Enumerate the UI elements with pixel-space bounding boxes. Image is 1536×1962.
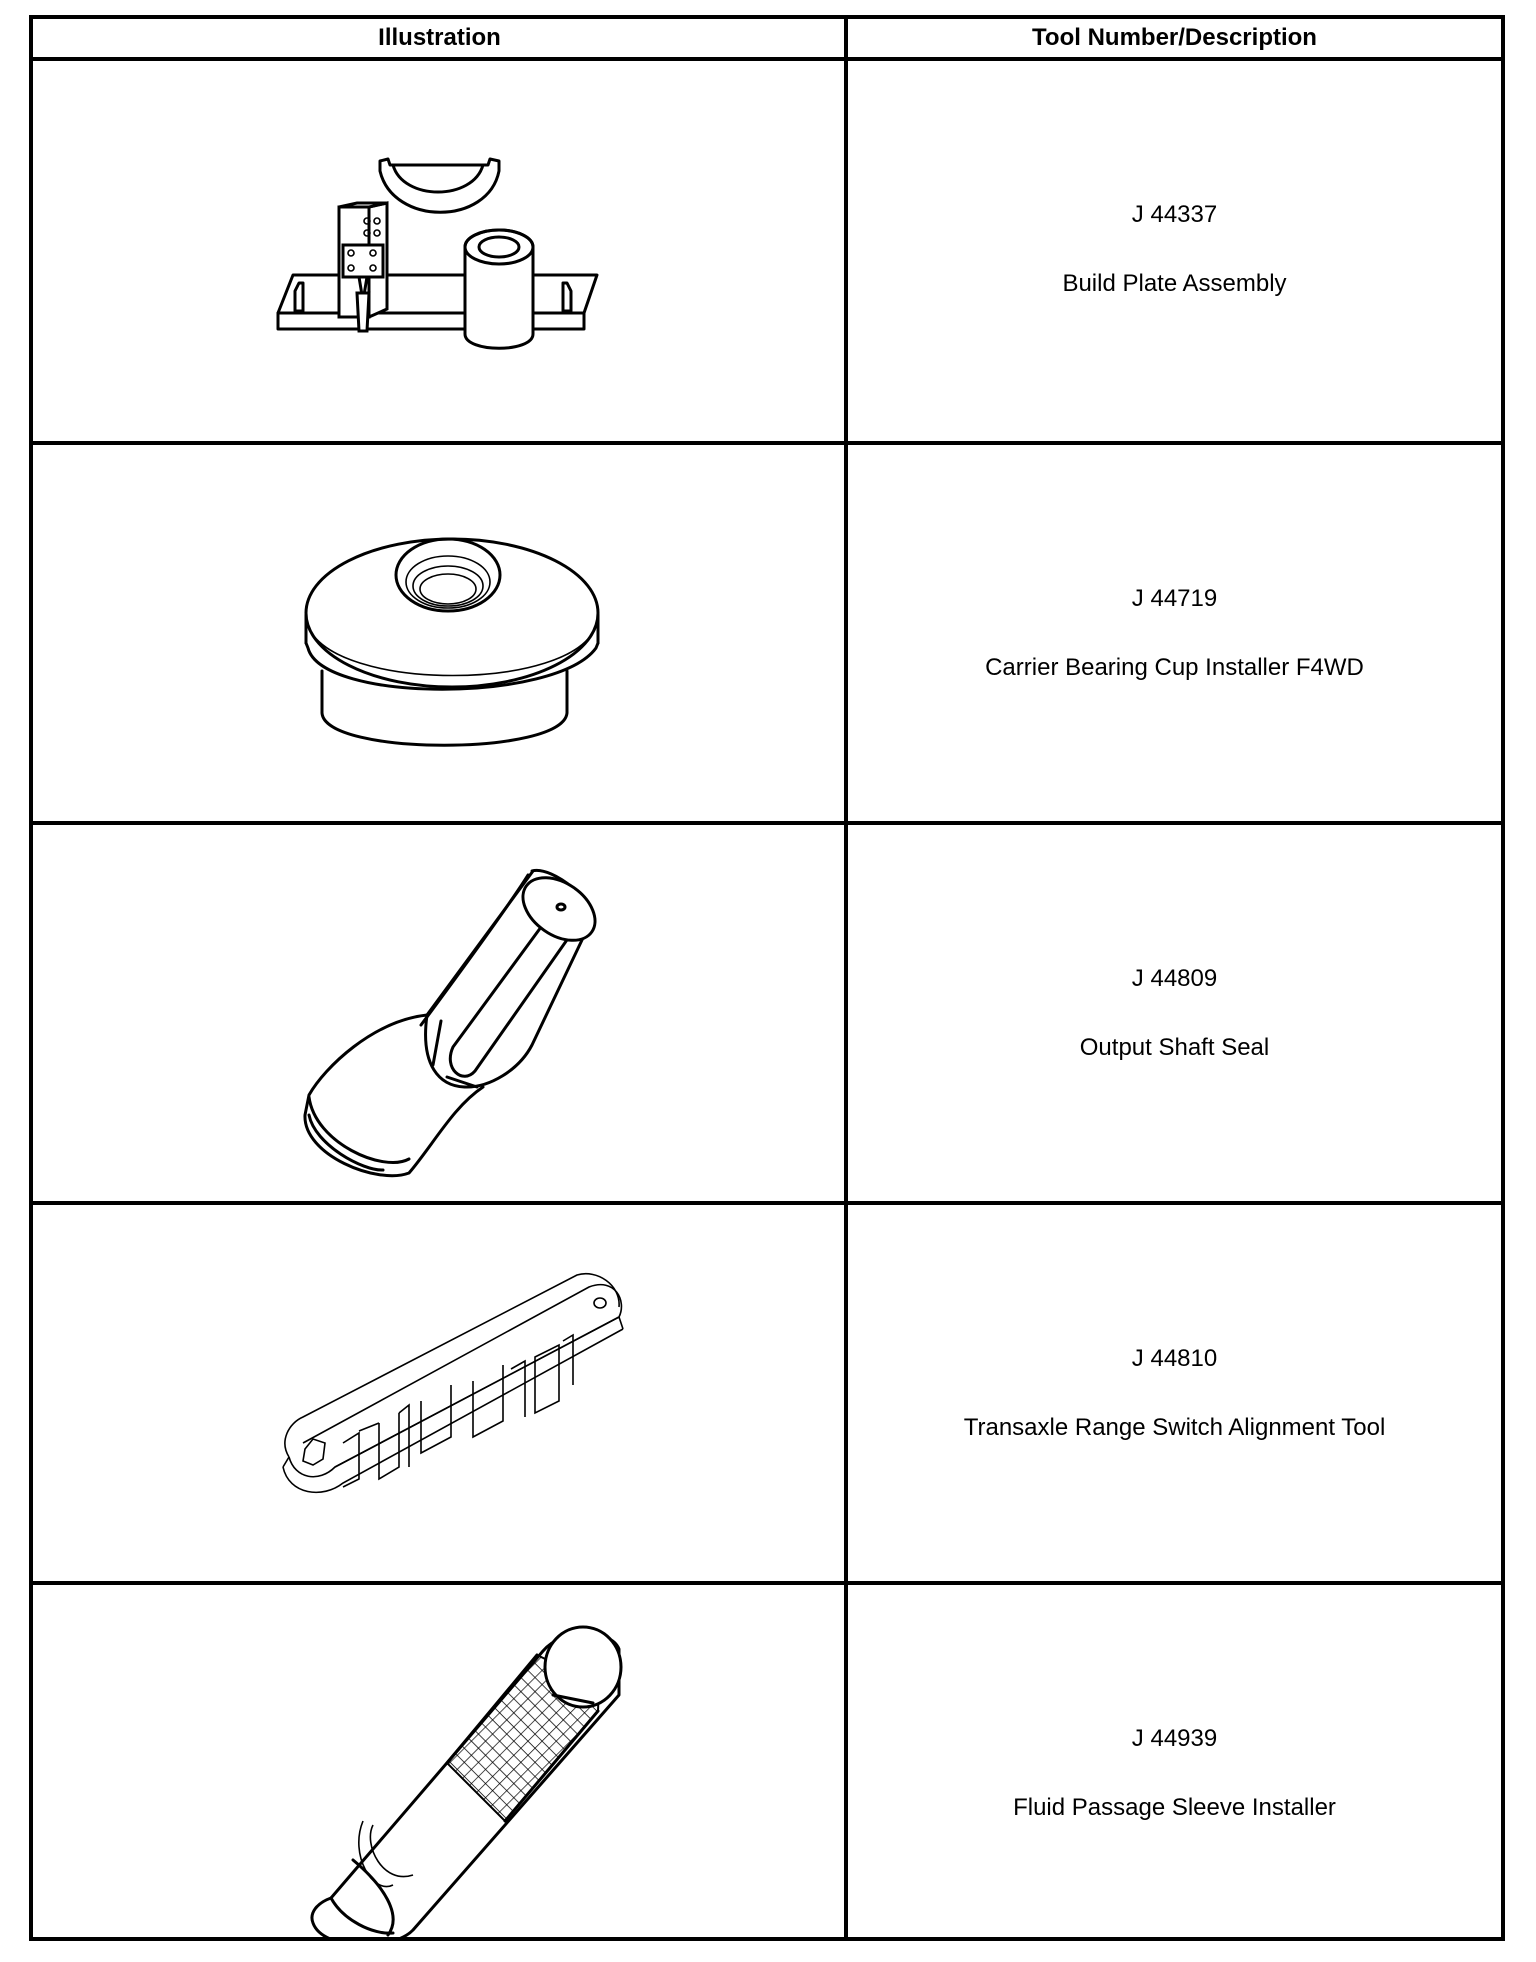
table-header-row <box>33 19 1501 61</box>
description-cell <box>848 1585 1501 1941</box>
tool-description: Transaxle Range Switch Alignment Tool <box>963 1414 1386 1441</box>
illustration-cell <box>33 825 844 1201</box>
illustration-cell <box>33 1205 844 1581</box>
header-tool-number-description: Tool Number/Description <box>1032 24 1317 51</box>
illustration-cell <box>33 445 844 821</box>
sleeve-installer-icon <box>33 1585 844 1941</box>
description-cell <box>848 1205 1501 1581</box>
description-cell <box>848 825 1501 1201</box>
bearing-cup-installer-icon <box>33 445 844 821</box>
tool-description: Carrier Bearing Cup Installer F4WD <box>985 654 1364 681</box>
tool-number: J 44939 <box>1131 1725 1218 1752</box>
tool-description: Output Shaft Seal <box>1079 1034 1270 1061</box>
table-row <box>33 441 1501 821</box>
header-illustration: Illustration <box>378 24 501 51</box>
table-row <box>33 821 1501 1201</box>
illustration-cell <box>33 1585 844 1941</box>
table-row <box>33 61 1501 441</box>
tool-description: Fluid Passage Sleeve Installer <box>1013 1794 1336 1821</box>
description-cell <box>848 445 1501 821</box>
table-row <box>33 1581 1501 1941</box>
tool-table <box>29 15 1505 1941</box>
description-cell <box>848 61 1501 441</box>
tool-description: Build Plate Assembly <box>1062 270 1287 297</box>
tool-number: J 44337 <box>1131 201 1218 228</box>
alignment-tool-icon <box>33 1205 844 1581</box>
build-plate-assembly-icon <box>33 61 844 441</box>
tool-number: J 44719 <box>1131 585 1218 612</box>
table-row <box>33 1201 1501 1581</box>
tool-number: J 44809 <box>1131 965 1218 992</box>
illustration-cell <box>33 61 844 441</box>
output-shaft-seal-installer-icon <box>33 825 844 1201</box>
tool-number: J 44810 <box>1131 1345 1218 1372</box>
